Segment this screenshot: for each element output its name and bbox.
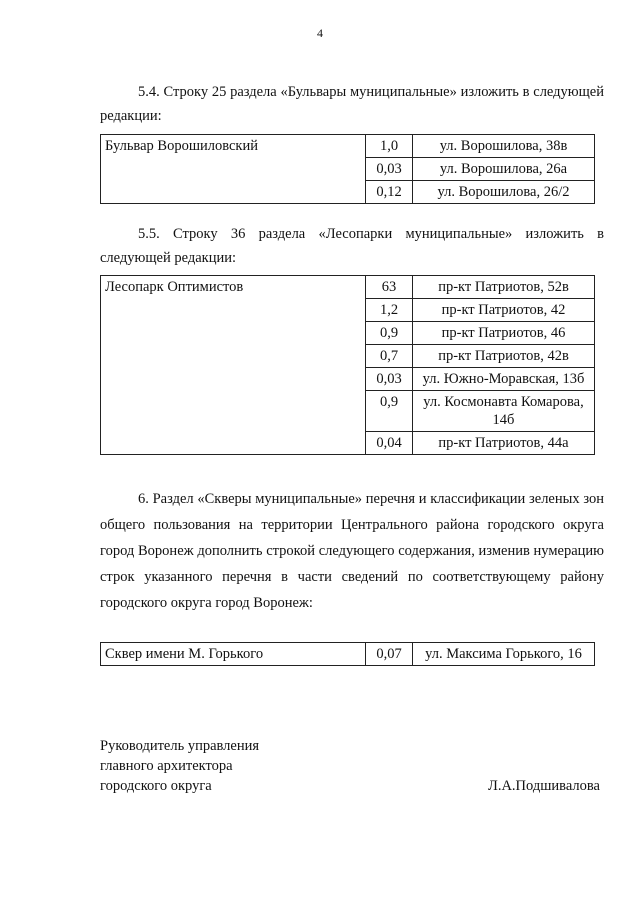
square-table — [100, 642, 595, 666]
signature-line: Руководитель управления — [100, 738, 260, 754]
table-row — [101, 643, 595, 666]
signature-line: главного архитектора — [100, 758, 233, 774]
address-cell: ул. Ворошилова, 26/2 — [413, 181, 595, 204]
area-cell: 0,04 — [366, 432, 413, 455]
table-row — [101, 135, 595, 158]
address-cell: ул. Максима Горького, 16 — [413, 643, 595, 666]
boulevard-table — [100, 134, 595, 204]
address-cell: ул. Южно-Моравская, 13б — [413, 368, 595, 391]
boulevard-name-cell: Бульвар Ворошиловский — [101, 135, 366, 204]
area-cell: 0,7 — [366, 345, 413, 368]
area-cell: 0,12 — [366, 181, 413, 204]
section-6-text: 6. Раздел «Скверы муниципальные» перечня и классификации зеленых зон общего пользования на территории Центрального района городского округа город Воронеж дополнить строкой следующего содержания, изменив нумерацию строк указанного перечня в части сведений по соответствующему району городского округа город Воронеж: — [100, 491, 604, 611]
section-5-4-text: 5.4. Строку 25 раздела «Бульвары муниципальные» изложить в следующей редакции: — [100, 84, 604, 124]
area-cell: 63 — [366, 276, 413, 299]
address-cell: ул. Ворошилова, 38в — [413, 135, 595, 158]
area-cell: 0,03 — [366, 158, 413, 181]
area-cell: 1,2 — [366, 299, 413, 322]
table-row — [101, 276, 595, 299]
section-5-5-text: 5.5. Строку 36 раздела «Лесопарки муниципальные» изложить в следующей редакции: — [100, 226, 604, 266]
area-cell: 0,9 — [366, 391, 413, 432]
address-cell: пр-кт Патриотов, 42 — [413, 299, 595, 322]
signatory-name: Л.А.Подшивалова — [488, 778, 600, 794]
area-cell: 0,03 — [366, 368, 413, 391]
area-cell: 0,07 — [366, 643, 413, 666]
signature-title — [100, 736, 259, 796]
area-cell: 1,0 — [366, 135, 413, 158]
address-cell: пр-кт Патриотов, 46 — [413, 322, 595, 345]
address-cell: ул. Ворошилова, 26а — [413, 158, 595, 181]
signature-line: городского округа — [100, 778, 212, 794]
address-cell: пр-кт Патриотов, 52в — [413, 276, 595, 299]
address-cell: пр-кт Патриотов, 44а — [413, 432, 595, 455]
forest-park-table — [100, 275, 595, 455]
address-cell: ул. Космонавта Комарова, 14б — [413, 391, 595, 432]
square-name-cell: Сквер имени М. Горького — [101, 643, 366, 666]
address-cell: пр-кт Патриотов, 42в — [413, 345, 595, 368]
forest-park-name-cell: Лесопарк Оптимистов — [101, 276, 366, 455]
page-number: 4 — [317, 26, 323, 40]
area-cell: 0,9 — [366, 322, 413, 345]
